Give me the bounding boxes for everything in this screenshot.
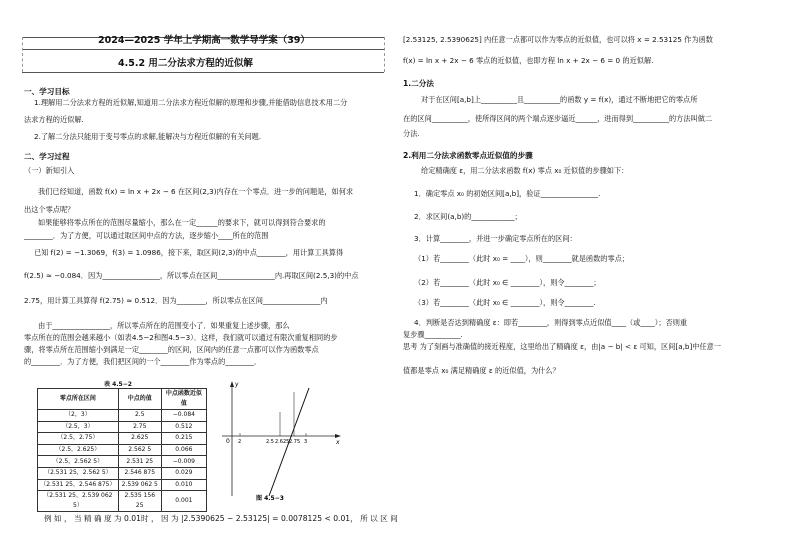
section1-a: 对于在区间[a,b]上__________且__________的函数 y = f(x)，通过不断地把它的零点所 — [421, 95, 698, 104]
case-1: （1）若________（此时 x₀ = ____），则________就是函数的零点； — [414, 254, 630, 263]
intro-p11: 的________．为了方便，我们把区间的一个________作为零点的________． — [24, 357, 262, 366]
table-cell: 0.215 — [161, 433, 206, 445]
process-heading: 二、学习过程 — [24, 152, 70, 161]
goal-1-line-a: 1.理解用二分法求方程的近似解,知道用二分法求方程近似解的原理和步骤,并能借助信息技术用二分 — [34, 98, 348, 107]
table-cell: （2.5，2.75） — [38, 433, 119, 445]
header-right-border — [384, 37, 385, 72]
case-2: （2）若________（此时 x₀ ∈ ________），则令________； — [414, 278, 601, 287]
table-cell: 2.625 — [118, 433, 161, 445]
tick-label-25: 2.5 — [266, 439, 274, 445]
bisection-figure — [214, 376, 344, 504]
table-cell: 2.539 062 5 — [118, 479, 161, 491]
think-b: 值都是零点 x₀ 满足精确度 ε 的近似值，为什么？ — [403, 366, 560, 375]
intro-p8: 由于________________，所以零点所在的范围变小了．如果重复上述步骤，那么 — [38, 321, 290, 330]
table-cell: −0.009 — [161, 456, 206, 468]
right-r2: f(x) = ln x + 2x − 6 零点的近似值，也即方程 ln x + 2x − 6 = 0 的近似解. — [403, 56, 654, 65]
table-row — [38, 479, 207, 491]
section2-heading: 2.利用二分法求函数零点近似值的步骤 — [403, 151, 533, 160]
table-caption: 表 4.5−2 — [104, 381, 132, 388]
intro-heading: （一）新知引入 — [24, 166, 75, 175]
table-row — [38, 456, 207, 468]
table-row — [38, 467, 207, 479]
goals-heading: 一、学习目标 — [24, 87, 70, 96]
table-row — [38, 421, 207, 433]
section2-intro: 给定精确度 ε，用二分法求函数 f(x) 零点 x₀ 近似值的步骤如下： — [421, 166, 629, 175]
step-1: 1．确定零点 x₀ 的初始区间[a,b]，验证________________. — [414, 189, 601, 198]
x-axis-arrow — [335, 434, 341, 438]
section1-c: 分法. — [403, 129, 420, 138]
goal-1-line-b: 法求方程的近似解. — [24, 115, 84, 124]
header-bottom-rule — [22, 72, 384, 73]
case-3: （3）若________（此时 x₀ ∈ ________），则令________. — [414, 298, 596, 307]
table-cell: （2，3） — [38, 410, 119, 422]
y-axis-arrow — [230, 381, 234, 387]
table-cell: （2.5，2.562 5） — [38, 456, 119, 468]
step-3: 3．计算________，并进一步确定零点所在的区间： — [414, 234, 577, 243]
table-cell: 0.001 — [161, 491, 206, 512]
intro-p1: 我们已经知道，函数 f(x) = ln x + 2x − 6 在区间(2,3)内存在一个零点．进一步的问题是，如何求 — [38, 187, 354, 196]
table-cell: 2.5 — [118, 410, 161, 422]
table-cell: （2.531 25，2.546 875） — [38, 479, 119, 491]
table-header-row — [38, 389, 207, 410]
intro-p7: 2.75，用计算工具算得 f(2.75) ≈ 0.512．因为________，所以零点在区间________________内 — [24, 296, 328, 305]
table-cell: （2.5，3） — [38, 421, 119, 433]
step-2: 2．求区间(a,b)的____________； — [414, 212, 522, 221]
header-mid-rule — [22, 49, 384, 50]
table-cell: 0.010 — [161, 479, 206, 491]
intro-p4: ________．为了方便，可以通过取区间中点的方法，逐步缩小____所在的范围 — [24, 231, 269, 240]
bisection-table — [37, 388, 207, 512]
table-cell: −0.084 — [161, 410, 206, 422]
intro-p6: f(2.5) ≈ −0.084．因为________________，所以零点在区间________________内.再取区间(2.5,3)的中点 — [24, 271, 359, 280]
table-cell: （2.531 25，2.539 062 5） — [38, 491, 119, 512]
table-header-cell: 中点函数近似值 — [161, 389, 206, 410]
tick-label-275: 2.75 — [289, 439, 301, 445]
goal-2: 2.了解二分法只能用于变号零点的求解,能解决与方程近似解的有关问题. — [34, 132, 262, 141]
tick-label-2: 2 — [238, 439, 242, 445]
table-header-cell: 中点的值 — [118, 389, 161, 410]
table-cell: （2.531 25，2.562 5） — [38, 467, 119, 479]
table-row — [38, 444, 207, 456]
table-row — [38, 491, 207, 512]
table-row — [38, 433, 207, 445]
y-axis-label: y — [235, 381, 239, 388]
table-cell: 2.546 875 — [118, 467, 161, 479]
right-r1: [2.53125, 2.5390625] 内任意一点都可以作为零点的近似值，也可以将 x = 2.53125 作为函数 — [403, 35, 713, 44]
step-4-a: 4．判断是否达到精确度 ε：即若________，则得到零点近似值____（或____）；否则重 — [414, 318, 688, 327]
intro-p3: 如果能够将零点所在的范围尽量缩小，那么在一定______的要求下，就可以得到符合要求的 — [38, 218, 326, 227]
header-left-border — [22, 37, 23, 72]
lesson-title: 4.5.2 用二分法求方程的近似解 — [118, 58, 253, 69]
tick-label-3: 3 — [304, 439, 308, 445]
intro-p5: 已知 f(2) = −1.3069，f(3) = 1.0986，接下来，取区间(2,3)的中点________，用计算工具算得 — [34, 248, 344, 257]
intro-p10: 骤，将零点所在范围缩小到满足一定________的区间，区间内的任意一点都可以作为函数零点 — [24, 345, 319, 354]
table-cell: 2.562 5 — [118, 444, 161, 456]
figure-caption: 图 4.5−3 — [256, 495, 284, 502]
table-cell: 2.75 — [118, 421, 161, 433]
intro-p9: 零点所在的范围会越来越小（如表4.5−2和图4.5−3）．这样，我们就可以通过有限次重复相同的步 — [24, 333, 338, 342]
page-title: 2024—2025 学年上学期高一数学导学案（39） — [98, 35, 310, 46]
section1-b: 在的区间__________，使所得区间的两个端点逐步逼近______，进而得到__________的方法叫做二 — [403, 114, 713, 123]
example-line: 例 如 ， 当 精 确 度 为 0.01时 ， 因 为 |2.5390625 − 2.53125| = 0.0078125 < 0.01， 所 以 区 间 — [44, 514, 398, 523]
table-cell: 2.531 25 — [118, 456, 161, 468]
table-cell: 2.535 156 25 — [118, 491, 161, 512]
table-header-cell: 零点所在区间 — [38, 389, 119, 410]
table-cell: 0.066 — [161, 444, 206, 456]
intro-p2: 出这个零点呢？ — [24, 205, 75, 214]
table-cell: 0.029 — [161, 467, 206, 479]
table-cell: （2.5，2.625） — [38, 444, 119, 456]
section1-heading: 1.二分法 — [403, 79, 434, 88]
origin-label: 0 — [226, 438, 230, 445]
x-axis-label: x — [336, 439, 340, 446]
tick-label-2625: 2.625 — [275, 439, 290, 445]
table-cell: 0.512 — [161, 421, 206, 433]
table-row — [38, 410, 207, 422]
step-4-b: 复步骤__________. — [403, 330, 463, 339]
think-a: 思考 为了刻画与准确值的接近程度，这里给出了精确度 ε，由|a − b| < ε 可知，区间[a,b]中任意一 — [403, 342, 722, 351]
